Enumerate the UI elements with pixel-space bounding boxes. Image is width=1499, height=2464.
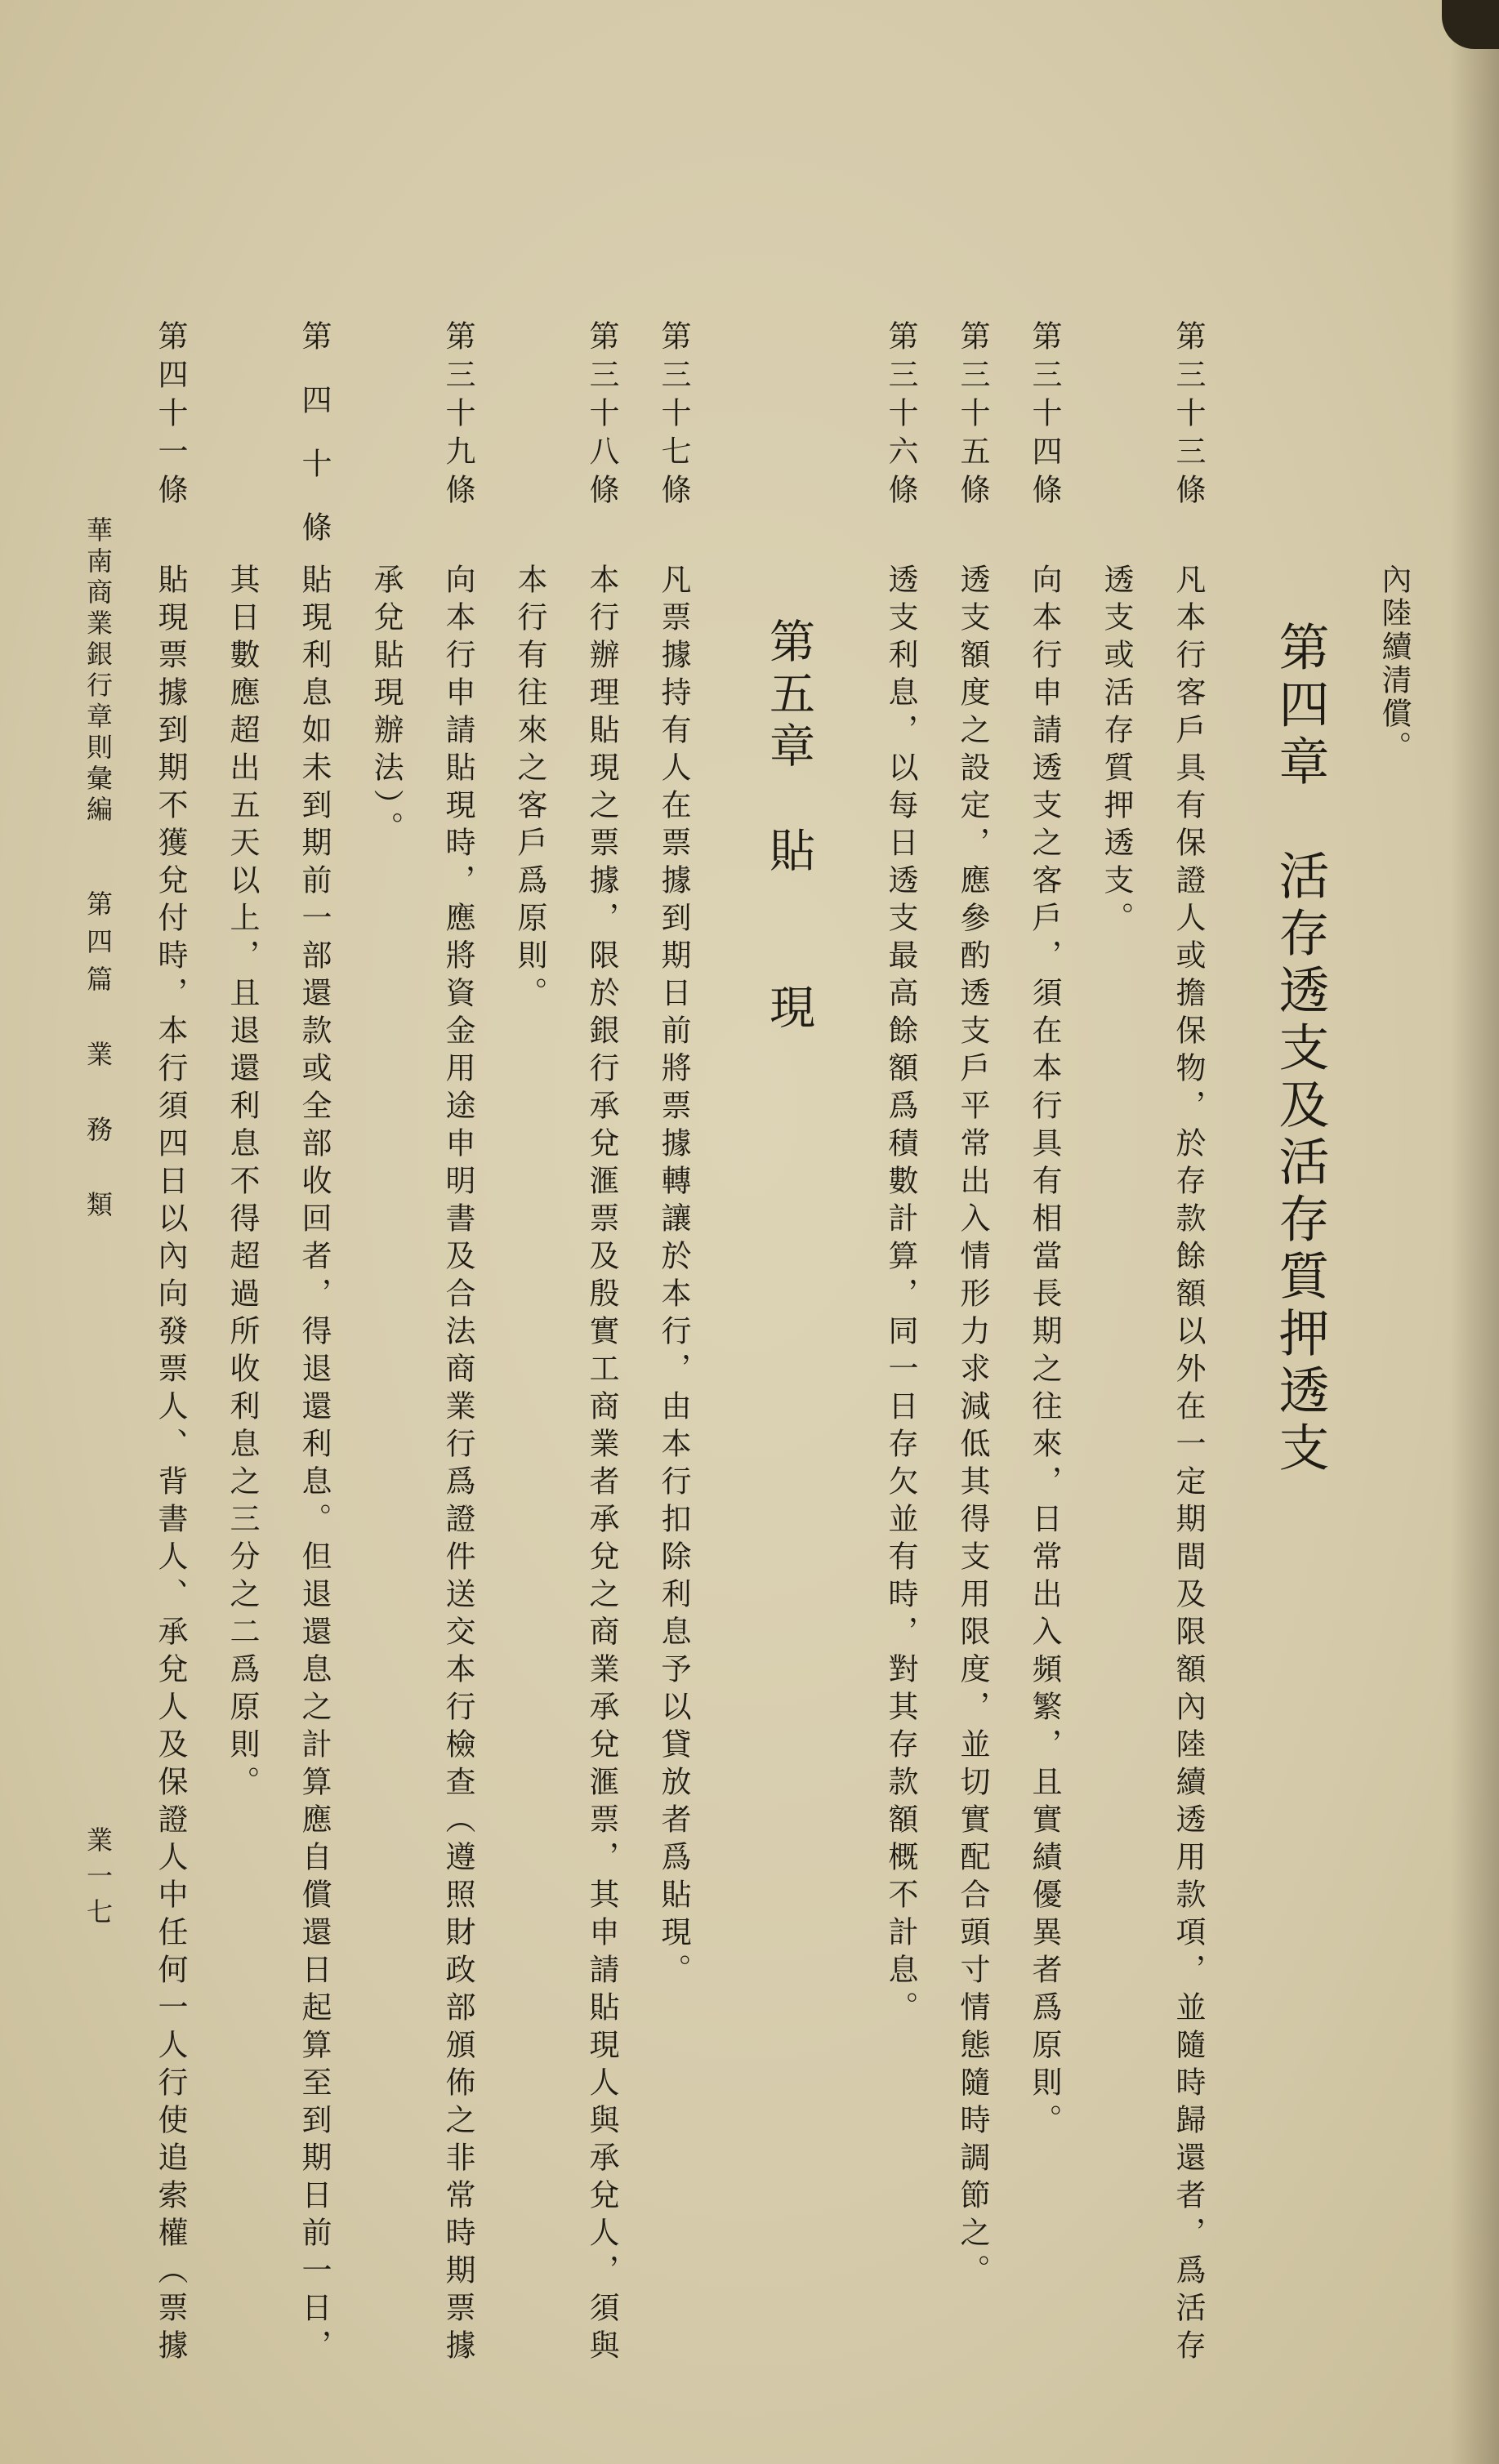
article-33-label: 第三十三條 (1171, 320, 1206, 512)
article-37-label: 第三十七條 (656, 320, 691, 512)
article-36-label: 第三十六條 (883, 320, 918, 512)
footer-book-title: 華南商業銀行章則彙編 (83, 516, 114, 827)
article-39-label: 第三十九條 (440, 320, 475, 512)
article-33-line-1: 凡本行客戶具有保證人或擔保物，於存款餘額以外在一定期間及限額內陸續透用款項，並隨時歸還者，爲活存 (1171, 564, 1206, 2367)
article-38-label: 第三十八條 (584, 320, 619, 512)
page-edge-shadow (1450, 0, 1499, 2464)
article-40-label: 第 四 十 條 (297, 320, 332, 543)
article-35-line-1: 透支額度之設定，應參酌透支戶平常出入情形力求減低其得支用限度，並切實配合頭寸情態隨時調節之。 (955, 564, 990, 2292)
article-41-label: 第四十一條 (153, 320, 188, 512)
article-33-line-2: 透支或活存質押透支。 (1099, 564, 1134, 939)
article-38-line-2: 本行有往來之客戶爲原則。 (512, 564, 547, 1014)
chapter-4-heading: 第四章 活存透支及活存質押透支 (1270, 621, 1330, 1478)
article-38-line-1: 本行辦理貼現之票據，限於銀行承兌滙票及殷實工商業者承兌之商業承兌滙票，其申請貼現人與承兌人，須與 (584, 564, 619, 2367)
article-36-line-1: 透支利息，以每日透支最高餘額爲積數計算，同一日存欠並有時，對其存款額概不計息。 (883, 564, 918, 2029)
continued-text: 內陸續清償。 (1376, 564, 1412, 764)
article-37-line-1: 凡票據持有人在票據到期日前將票據轉讓於本行，由本行扣除利息予以貸放者爲貼現。 (656, 564, 691, 1991)
article-35-label: 第三十五條 (955, 320, 990, 512)
article-40-line-2: 其日數應超出五天以上，且退還利息不得超過所收利息之三分之二爲原則。 (225, 564, 260, 1803)
article-39-line-1: 向本行申請貼現時，應將資金用途申明書及合法商業行爲證件送交本行檢查（遵照財政部頒佈之非常時期票據 (440, 564, 475, 2367)
chapter-5-heading: 第五章 貼 現 (762, 617, 815, 1036)
article-40-line-1: 貼現利息如未到期前一部還款或全部收回者，得退還利息。但退還息之計算應自償還日起算至到期日前一日， (297, 564, 332, 2367)
footer-page-number: 業一七 (83, 1826, 114, 1934)
article-39-line-2: 承兌貼現辦法）。 (368, 564, 404, 849)
article-34-line-1: 向本行申請透支之客戶，須在本行具有相當長期之往來，日常出入頻繁，且實績優異者爲原則。 (1027, 564, 1062, 2141)
footer-section: 第四篇 業 務 類 (83, 890, 114, 1228)
article-34-label: 第三十四條 (1027, 320, 1062, 512)
article-41-line-1: 貼現票據到期不獲兌付時，本行須四日以內向發票人、背書人、承兌人及保證人中任何一人行使追索權（票據 (153, 564, 188, 2367)
